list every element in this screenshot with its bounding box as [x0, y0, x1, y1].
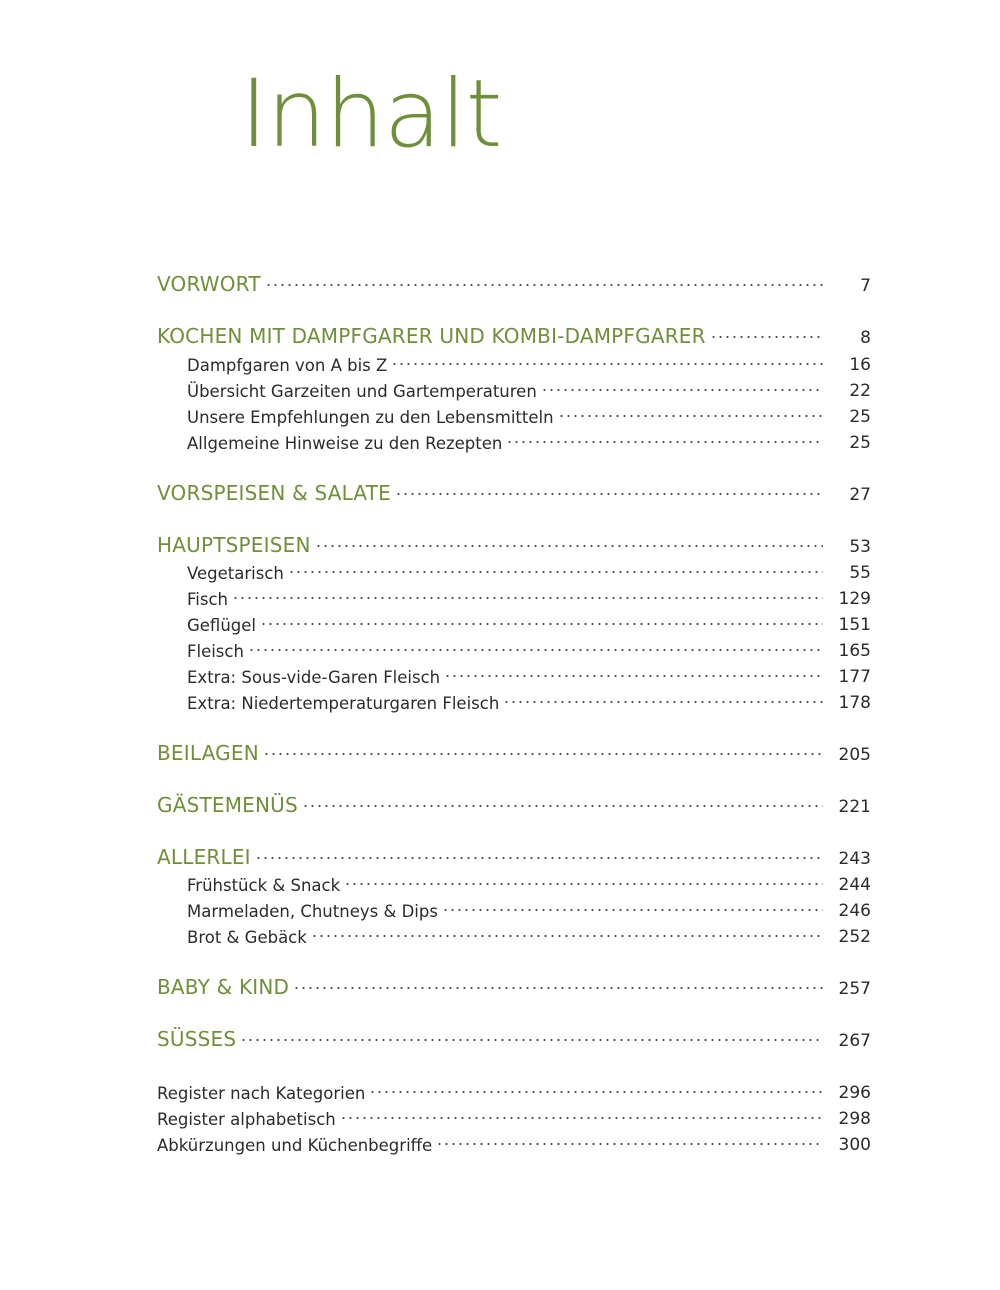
- toc-label: Allgemeine Hinweise zu den Rezepten: [187, 434, 503, 453]
- dot-leader: [315, 540, 823, 552]
- toc-page-number: 22: [849, 381, 871, 401]
- toc-label: Geflügel: [187, 616, 256, 635]
- toc-chapter-allerlei[interactable]: [157, 843, 871, 869]
- toc-entry-empfehlungen-lebensmittel[interactable]: [187, 401, 871, 427]
- toc-page-number: 16: [849, 355, 871, 375]
- toc-page-number: 205: [838, 745, 871, 765]
- dot-leader: [288, 566, 823, 578]
- dot-leader: [232, 592, 823, 604]
- toc-chapter-beilagen[interactable]: [157, 739, 871, 765]
- toc-entry-marmeladen-chutneys-dips[interactable]: [187, 895, 871, 921]
- dot-leader: [255, 852, 823, 864]
- dot-leader: [442, 904, 823, 916]
- dot-leader: [263, 748, 823, 760]
- dot-leader: [240, 1034, 823, 1046]
- toc-page-number: 178: [838, 693, 871, 713]
- toc-label: VORWORT: [157, 272, 261, 296]
- toc-entry-fruehstueck-snack[interactable]: [187, 869, 871, 895]
- toc-chapter-kochen-mit-dampfgarer[interactable]: [157, 322, 871, 348]
- toc-chapter-hauptspeisen[interactable]: [157, 531, 871, 557]
- dot-leader: [369, 1086, 823, 1098]
- toc-page-number: 177: [838, 667, 871, 687]
- dot-leader: [506, 436, 823, 448]
- toc-entry-gefluegel[interactable]: [187, 609, 871, 635]
- toc-label: KOCHEN MIT DAMPFGARER UND KOMBI-DAMPFGARER: [157, 324, 706, 348]
- toc-entry-register-alphabetisch[interactable]: [157, 1103, 871, 1129]
- toc-page-number: 165: [838, 641, 871, 661]
- toc-entry-fleisch[interactable]: [187, 635, 871, 661]
- toc-entry-fisch[interactable]: [187, 583, 871, 609]
- toc-label: HAUPTSPEISEN: [157, 533, 311, 557]
- dot-leader: [710, 331, 823, 343]
- toc-label: Fisch: [187, 590, 229, 609]
- toc-entry-abkuerzungen[interactable]: [157, 1129, 871, 1155]
- toc-page-number: 267: [838, 1031, 871, 1051]
- toc-label: Abkürzungen und Küchenbegriffe: [157, 1136, 433, 1155]
- toc-entry-dampfgaren-von-a-bis-z[interactable]: [187, 349, 871, 375]
- dot-leader: [260, 618, 823, 630]
- dot-leader: [293, 982, 823, 994]
- toc-label: ALLERLEI: [157, 845, 251, 869]
- dot-leader: [444, 670, 823, 682]
- toc-page-number: 27: [849, 485, 871, 505]
- toc-label: Brot & Gebäck: [187, 928, 307, 947]
- toc-page-number: 7: [860, 276, 871, 296]
- toc-page-number: 298: [838, 1109, 871, 1129]
- toc-entry-uebersicht-garzeiten[interactable]: [187, 375, 871, 401]
- toc-entry-register-kategorien[interactable]: [157, 1077, 871, 1103]
- toc-page-number: 252: [838, 927, 871, 947]
- dot-leader: [541, 384, 823, 396]
- toc-page-number: 55: [849, 563, 871, 583]
- dot-leader: [395, 488, 823, 500]
- dot-leader: [302, 800, 823, 812]
- dot-leader: [344, 878, 823, 890]
- dot-leader: [436, 1138, 823, 1150]
- toc-label: Register nach Kategorien: [157, 1084, 366, 1103]
- toc-page-number: 8: [860, 328, 871, 348]
- dot-leader: [558, 410, 823, 422]
- dot-leader: [340, 1112, 823, 1124]
- toc-entry-niedertemperaturgaren[interactable]: [187, 687, 871, 713]
- toc-label: Fleisch: [187, 642, 244, 661]
- page-title: Inhalt: [240, 60, 502, 169]
- dot-leader: [391, 358, 823, 370]
- toc-page-number: 151: [838, 615, 871, 635]
- toc-chapter-gaestemenues[interactable]: [157, 791, 871, 817]
- toc-page-number: 257: [838, 979, 871, 999]
- toc-label: Marmeladen, Chutneys & Dips: [187, 902, 438, 921]
- dot-leader: [503, 696, 823, 708]
- toc-label: Dampfgaren von A bis Z: [187, 356, 388, 375]
- toc-label: Unsere Empfehlungen zu den Lebensmitteln: [187, 408, 554, 427]
- toc-label: BEILAGEN: [157, 741, 259, 765]
- toc-entry-vegetarisch[interactable]: [187, 557, 871, 583]
- toc-label: VORSPEISEN & SALATE: [157, 481, 391, 505]
- toc-page-number: 246: [838, 901, 871, 921]
- dot-leader: [265, 279, 823, 291]
- toc-page-number: 25: [849, 407, 871, 427]
- toc-entry-allgemeine-hinweise[interactable]: [187, 427, 871, 453]
- toc-chapter-vorspeisen-salate[interactable]: [157, 479, 871, 505]
- toc-chapter-baby-kind[interactable]: [157, 973, 871, 999]
- toc-label: Extra: Sous-vide-Garen Fleisch: [187, 668, 441, 687]
- toc-label: Vegetarisch: [187, 564, 284, 583]
- toc-page-number: 296: [838, 1083, 871, 1103]
- toc-label: BABY & KIND: [157, 975, 290, 999]
- dot-leader: [248, 644, 823, 656]
- toc-label: Extra: Niedertemperaturgaren Fleisch: [187, 694, 500, 713]
- toc-label: Register alphabetisch: [157, 1110, 336, 1129]
- toc-label: Frühstück & Snack: [187, 876, 341, 895]
- toc-page-number: 300: [838, 1135, 871, 1155]
- toc-label: GÄSTEMENÜS: [157, 793, 298, 817]
- toc-chapter-vorwort[interactable]: [157, 270, 871, 296]
- toc-page-number: 221: [838, 797, 871, 817]
- toc-label: Übersicht Garzeiten und Gartemperaturen: [187, 382, 537, 401]
- toc-page-number: 129: [838, 589, 871, 609]
- toc-page-number: 25: [849, 433, 871, 453]
- toc-entry-brot-gebaeck[interactable]: [187, 921, 871, 947]
- toc-label: SÜSSES: [157, 1027, 237, 1051]
- toc-page-number: 244: [838, 875, 871, 895]
- toc-entry-sous-vide[interactable]: [187, 661, 871, 687]
- dot-leader: [311, 930, 823, 942]
- toc-page-number: 243: [838, 849, 871, 869]
- toc-chapter-suesses[interactable]: [157, 1025, 871, 1051]
- toc-page-number: 53: [849, 537, 871, 557]
